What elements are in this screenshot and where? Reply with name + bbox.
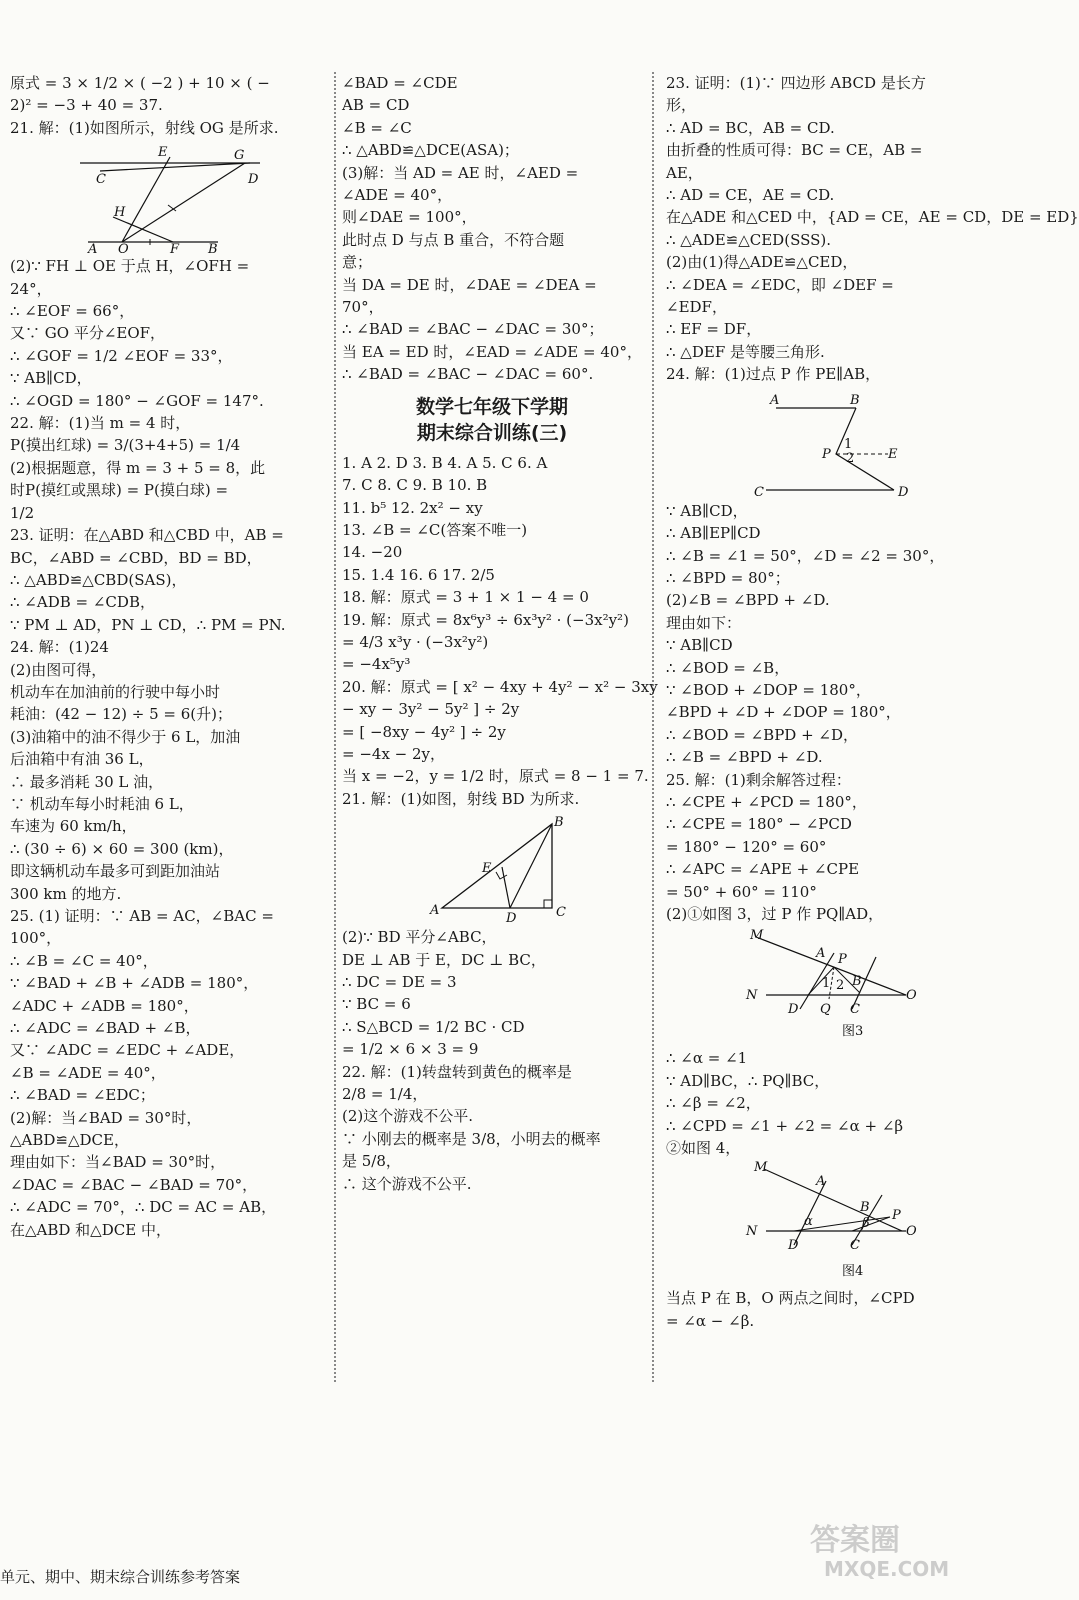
column-left (10, 72, 328, 1241)
fig3-label: 2 (846, 450, 855, 466)
text-line: 当 DA = DE 时，∠DAE = ∠DEA = (342, 275, 597, 294)
fig4-label: C (850, 1002, 860, 1018)
text-line: ∵ 机动车每小时耗油 6 L， (10, 794, 194, 813)
text-line: AB = CD (342, 96, 410, 115)
text-line: = 50° + 60° = 110° (666, 882, 817, 901)
figure-4 (666, 1161, 966, 1285)
fig2-label: B (554, 815, 564, 831)
text-line: ∴ ∠BAD = ∠EDC； (10, 1086, 155, 1105)
text-line: ∴ ∠BAD = ∠BAC − ∠DAC = 30°； (342, 320, 604, 339)
text-line: ∴ ∠BPD = 80°； (666, 568, 790, 587)
text-line: ∴ (30 ÷ 6) × 60 = 300 (km)， (10, 839, 234, 858)
text-line: ∴ △ABD≌△DCE(ASA)； (342, 141, 519, 160)
text-line: 24°， (10, 279, 52, 298)
text-line: 23. 证明：在△ABD 和△CBD 中，AB = (10, 526, 284, 545)
text-line: ∵ ∠BAD + ∠B + ∠ADB = 180°， (10, 974, 259, 993)
text-line: 2)² = −3 + 40 = 37. (10, 96, 163, 115)
fig3-label: C (754, 484, 764, 500)
text-line: 时P(摸红或黑球) = P(摸白球) = (10, 481, 229, 500)
fig5-label: D (788, 1238, 799, 1254)
text-line: 25. 解：(1)剩余解答过程： (666, 770, 851, 789)
text-line: 原式 = 3 × 1/2 × ( −2 ) + 10 × ( − (10, 74, 270, 92)
figure-3 (666, 927, 966, 1045)
text-line: (2)∠B = ∠BPD + ∠D. (666, 591, 830, 610)
fig1-label: F (170, 242, 180, 258)
text-line: ∴ EF = DF， (666, 320, 762, 339)
text-line: ∵ BC = 6 (342, 995, 411, 1014)
text-line: 是 5/8， (342, 1152, 401, 1171)
text-line: (3)油箱中的油不得少于 6 L，加油 (10, 727, 241, 746)
fig5-label: P (892, 1208, 901, 1224)
fig1-label: H (114, 205, 126, 221)
fig1-label: G (234, 148, 245, 164)
text-line: 又∵ GO 平分∠EOF， (10, 324, 166, 343)
text-line: 理由如下： (666, 613, 742, 632)
text-line: 22. 解：(1)当 m = 4 时， (10, 414, 191, 433)
fig4-label: A (816, 946, 826, 962)
text-line: 1. A 2. D 3. B 4. A 5. C 6. A (342, 453, 548, 472)
column-middle (342, 72, 658, 1195)
fig3-label: 1 (844, 436, 853, 452)
text-line: = 4/3 x³y · (−3x²y²) (342, 632, 489, 651)
text-line: ∵ ∠BOD + ∠DOP = 180°， (666, 680, 871, 699)
text-line: ∠BPD + ∠D + ∠DOP = 180°， (666, 703, 901, 722)
text-line: ∵ AB∥CD， (666, 501, 748, 520)
text-line: 车速为 60 km/h， (10, 817, 137, 836)
fig3-label: P (822, 446, 831, 462)
text-line: = [ −8xy − 4y² ] ÷ 2y (342, 722, 506, 741)
text-line: ∴ ∠B = ∠1 = 50°，∠D = ∠2 = 30°， (666, 546, 945, 565)
text-line: 此时点 D 与点 B 重合，不符合题 (342, 230, 565, 249)
text-line: P(摸出红球) = 3/(3+4+5) = 1/4 (10, 436, 241, 455)
text-line: ∴ DC = DE = 3 (342, 973, 457, 991)
text-line: ∴ ∠BOD = ∠BPD + ∠D， (666, 725, 859, 744)
column-right (666, 72, 1079, 1332)
figure-parallel-pe (666, 388, 966, 498)
page-footer: 单元、期中、期末综合训练参考答案 (0, 1568, 241, 1586)
text-line: ∵ AB∥CD， (10, 369, 92, 388)
text-line: AE， (666, 163, 703, 182)
text-line: 即这辆机动车最多可到距加油站 (10, 862, 221, 881)
fig4-label: 1 (822, 976, 831, 992)
text-line: (2)根据题意，得 m = 3 + 5 = 8，此 (10, 458, 266, 477)
text-line: ∴ ∠CPD = ∠1 + ∠2 = ∠α + ∠β (666, 1116, 904, 1135)
fig5-label: A (816, 1174, 826, 1190)
text-line: 理由如下：当∠BAD = 30°时， (10, 1153, 226, 1172)
fig4-label: 2 (836, 978, 845, 994)
fig4-label: M (750, 928, 764, 944)
text-line: ∴ △ADE≌△CED(SSS). (666, 230, 831, 249)
text-line: (2)解：当∠BAD = 30°时， (10, 1108, 202, 1127)
fig1-label: D (248, 172, 259, 188)
text-line: ∴ ∠OGD = 180° − ∠GOF = 147°. (10, 391, 264, 410)
text-line: (3)解：当 AD = AE 时，∠AED = (342, 163, 579, 182)
watermark-text: MXQE.COM (824, 1557, 950, 1581)
text-block (10, 72, 328, 139)
text-line: ∴ ∠CPE + ∠PCD = 180°， (666, 792, 867, 811)
text-line: (2)∵ BD 平分∠ABC， (342, 928, 497, 947)
text-block (666, 72, 1079, 386)
text-line: ∴ AD = BC，AB = CD. (666, 118, 835, 137)
text-line: 7. C 8. C 9. B 10. B (342, 476, 488, 495)
fig3-label: D (898, 484, 909, 500)
fig4-label: O (906, 988, 917, 1004)
text-line: 耗油：(42 − 12) ÷ 5 = 6(升)； (10, 705, 232, 724)
text-line: (2)这个游戏不公平. (342, 1107, 474, 1126)
text-line: 当 x = −2，y = 1/2 时，原式 = 8 − 1 = 7. (342, 767, 649, 786)
text-line: (2)由图可得， (10, 660, 107, 679)
text-line: 则∠DAE = 100°， (342, 208, 477, 227)
text-line: 15. 1.4 16. 6 17. 2/5 (342, 565, 495, 584)
text-line: 24. 解：(1)过点 P 作 PE∥AB， (666, 365, 881, 384)
text-line: ∴ AB∥EP∥CD (666, 524, 761, 543)
text-block (666, 1047, 988, 1159)
text-line: ∴ ∠DEA = ∠EDC，即 ∠DEF = (666, 275, 894, 294)
fig5-label: O (906, 1224, 917, 1240)
text-line: 当点 P 在 B，O 两点之间时，∠CPD (666, 1289, 915, 1308)
figure-caption: 图4 (842, 1264, 864, 1280)
text-line: 后油箱中有油 36 L， (10, 750, 154, 769)
column-divider-1 (334, 72, 336, 1382)
text-line: ∠DAC = ∠BAC − ∠BAD = 70°， (10, 1175, 258, 1194)
text-line: 21. 解：(1)如图所示，射线 OG 是所求. (10, 118, 279, 137)
text-line: 机动车在加油前的行驶中每小时 (10, 682, 221, 701)
fig5-label: N (746, 1224, 758, 1240)
text-line: 300 km 的地方. (10, 884, 122, 903)
text-line: (2)∵ FH ⊥ OE 于点 H，∠OFH = (10, 257, 250, 276)
text-line: (2)由(1)得△ADE≌△CED， (666, 253, 858, 272)
text-line: 形， (666, 96, 697, 115)
fig3-label: A (770, 392, 780, 408)
fig4-label: D (788, 1002, 799, 1018)
text-line: ∵ 小刚去的概率是 3/8，小明去的概率 (342, 1129, 601, 1148)
text-line: ∠ADC + ∠ADB = 180°， (10, 996, 199, 1015)
text-line: 2/8 = 1/4， (342, 1085, 428, 1104)
text-line: 又∵ ∠ADC = ∠EDC + ∠ADE， (10, 1041, 245, 1060)
text-line: 25. (1) 证明：∵ AB = AC，∠BAC = (10, 907, 274, 925)
text-line: ∴ ∠B = ∠BPD + ∠D. (666, 748, 823, 767)
text-line: = 1/2 × 6 × 3 = 9 (342, 1040, 479, 1059)
text-line: 意； (342, 253, 373, 272)
text-line: 由折叠的性质可得：BC = CE，AB = (666, 141, 923, 160)
text-line: = −4x − 2y， (342, 744, 446, 763)
text-line: 22. 解：(1)转盘转到黄色的概率是 (342, 1062, 572, 1081)
text-line: ∴ ∠B = ∠C = 40°， (10, 951, 158, 970)
fig1-label: O (118, 242, 129, 258)
text-line: 21. 解：(1)如图，射线 BD 为所求. (342, 789, 580, 808)
text-line: ②如图 4， (666, 1139, 741, 1158)
fig4-label: B (852, 974, 862, 990)
text-line: ∴ ∠CPE = 180° − ∠PCD (666, 815, 852, 834)
fig5-label: β (862, 1216, 870, 1232)
fig1-label: B (208, 242, 218, 258)
text-line: ∠EDF， (666, 298, 727, 317)
text-block (10, 255, 328, 1241)
text-line: = 180° − 120° = 60° (666, 837, 827, 856)
text-line: 20. 解：原式 = [ x² − 4xy + 4y² − x² − 3xy (342, 677, 658, 696)
column-divider-2 (652, 72, 654, 1382)
text-line: = ∠α − ∠β. (666, 1311, 755, 1330)
text-line: ∴ 这个游戏不公平. (342, 1174, 472, 1193)
text-line: ∴ ∠β = ∠2， (666, 1094, 761, 1113)
text-line: (2)①如图 3，过 P 作 PQ∥AD， (666, 905, 884, 923)
text-line: 14. −20 (342, 543, 403, 562)
text-line: ∴ ∠α = ∠1 (666, 1049, 748, 1068)
figure-caption: 图3 (842, 1024, 864, 1040)
fig5-label: C (850, 1238, 860, 1254)
fig4-label: N (746, 988, 758, 1004)
section-heading: 数学七年级下学期 (415, 395, 568, 418)
fig1-label: A (88, 242, 98, 258)
fig3-label: B (850, 392, 860, 408)
text-line: 23. 证明：(1)∵ 四边形 ABCD 是长方 (666, 74, 926, 92)
text-line: 在△ADE 和△CED 中，{AD = CE，AE = CD，DE = ED} (666, 208, 1079, 227)
text-line: 24. 解：(1)24 (10, 638, 109, 657)
text-line: 70°， (342, 298, 384, 317)
text-line: ∠B = ∠ADE = 40°， (10, 1063, 166, 1082)
text-line: ∴ △ABD≌△CBD(SAS)， (10, 570, 187, 589)
text-line: 13. ∠B = ∠C(答案不唯一) (342, 520, 528, 539)
watermark-text: 答案圈 (810, 1523, 900, 1558)
text-line: − xy − 3y² − 5y² ] ÷ 2y (342, 700, 520, 719)
text-line: ∴ ∠APC = ∠APE + ∠CPE (666, 860, 860, 879)
text-line: ∴ ∠GOF = 1/2 ∠EOF = 33°， (10, 346, 233, 365)
fig3-label: E (888, 446, 898, 462)
text-line: ∵ AD∥BC，∴ PQ∥BC， (666, 1071, 830, 1090)
text-line: ∴ ∠ADC = ∠BAD + ∠B， (10, 1019, 201, 1038)
text-line: ∠ADE = 40°， (342, 186, 453, 205)
fig4-label: P (838, 952, 847, 968)
text-line: 11. b⁵ 12. 2x² − xy (342, 498, 483, 517)
text-line: ∠BAD = ∠CDE (342, 74, 458, 92)
section-heading: 期末综合训练(三) (416, 421, 568, 444)
text-line: ∴ △DEF 是等腰三角形. (666, 342, 825, 361)
fig5-label: B (860, 1200, 870, 1216)
text-line: ∴ ∠BAD = ∠BAC − ∠DAC = 60°. (342, 365, 594, 384)
text-line: ∴ AD = CE，AE = CD. (666, 186, 835, 205)
fig5-label: M (754, 1160, 768, 1176)
fig1-label: C (96, 172, 106, 188)
text-line: ∴ ∠BOD = ∠B， (666, 658, 790, 677)
fig1-label: E (158, 145, 168, 161)
figure-rays-og (10, 141, 259, 258)
fig2-label: E (482, 861, 492, 877)
text-line: 当 EA = ED 时，∠EAD = ∠ADE = 40°， (342, 342, 642, 361)
text-line: BC，∠ABD = ∠CBD，BD = BD， (10, 548, 262, 567)
fig4-label: Q (820, 1002, 831, 1018)
text-line: ∴ ∠ADC = 70°，∴ DC = AC = AB， (10, 1198, 277, 1217)
text-line: 19. 解：原式 = 8x⁶y³ ÷ 6x³y² · (−3x²y²) (342, 610, 629, 629)
text-line: ∴ 最多消耗 30 L 油， (10, 772, 164, 791)
text-line: = −4x⁵y³ (342, 655, 411, 674)
text-line: ∵ PM ⊥ AD，PN ⊥ CD，∴ PM = PN. (10, 615, 286, 634)
text-block (342, 72, 642, 386)
fig5-label: α (804, 1214, 813, 1230)
text-line: △ABD≌△DCE， (10, 1131, 129, 1150)
text-line: DE ⊥ AB 于 E，DC ⊥ BC， (342, 950, 546, 969)
figure-triangle-bisector (342, 812, 582, 927)
fig2-label: A (430, 903, 440, 919)
text-block (666, 1287, 988, 1332)
text-block (666, 500, 988, 926)
watermark-logo (804, 1518, 974, 1580)
text-line: 在△ABD 和△DCE 中， (10, 1220, 171, 1239)
text-block (342, 926, 642, 1195)
text-line: ∴ ∠ADB = ∠CDB， (10, 593, 155, 612)
text-line: 18. 解：原式 = 3 + 1 × 1 − 4 = 0 (342, 588, 589, 607)
text-line: 100°， (10, 929, 62, 948)
text-block (342, 452, 658, 811)
text-line: ∴ S△BCD = 1/2 BC · CD (342, 1017, 525, 1036)
fig2-label: D (506, 911, 517, 927)
text-line: ∠B = ∠C (342, 118, 412, 137)
text-line: ∵ AB∥CD (666, 636, 733, 655)
text-line: 1/2 (10, 503, 35, 522)
text-line: ∴ ∠EOF = 66°， (10, 302, 135, 321)
fig2-label: C (556, 905, 566, 921)
